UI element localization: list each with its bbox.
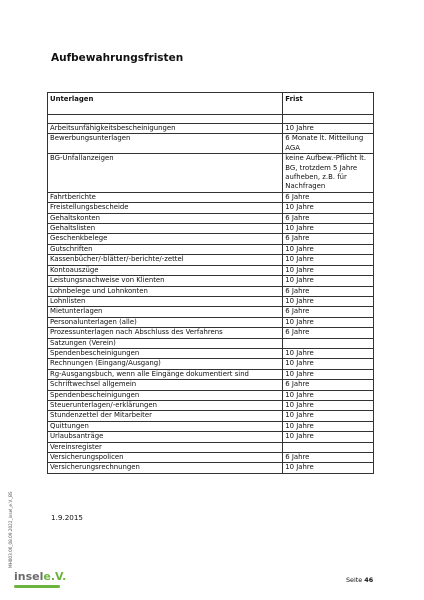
document-type-cell: Stundenzettel der Mitarbeiter — [48, 411, 283, 421]
table-row — [48, 203, 374, 213]
retention-period-cell: 10 Jahre — [283, 369, 374, 379]
table-header-row — [48, 93, 374, 115]
document-type-cell: Gutschriften — [48, 244, 283, 254]
table-row — [48, 380, 374, 390]
document-type-cell: Rechnungen (Eingang/Ausgang) — [48, 359, 283, 369]
retention-period-cell: 6 Jahre — [283, 286, 374, 296]
document-type-cell: Kontoauszüge — [48, 265, 283, 275]
table-row — [48, 453, 374, 463]
retention-period-cell: 10 Jahre — [283, 463, 374, 473]
document-type-cell: Gehaltslisten — [48, 224, 283, 234]
retention-period-cell: 6 Monate lt. Mitteilung AGA — [283, 134, 374, 154]
retention-period-cell: 6 Jahre — [283, 307, 374, 317]
table-row — [48, 234, 374, 244]
document-type-cell: Arbeitsunfähigkeitsbescheinigungen — [48, 124, 283, 134]
table-row — [48, 411, 374, 421]
retention-period-cell: 10 Jahre — [283, 255, 374, 265]
page-label: Seite — [346, 576, 363, 584]
document-type-cell: Gehaltskonten — [48, 213, 283, 223]
retention-period-cell: 6 Jahre — [283, 328, 374, 338]
retention-period-cell: 6 Jahre — [283, 192, 374, 202]
table-body — [48, 115, 374, 474]
retention-period-cell: 6 Jahre — [283, 234, 374, 244]
document-type-cell: Lohnbelege und Lohnkonten — [48, 286, 283, 296]
table-row — [48, 244, 374, 254]
document-type-cell: Mietunterlagen — [48, 307, 283, 317]
table-spacer-row — [48, 115, 374, 124]
logo-bar — [14, 585, 60, 588]
table-row — [48, 463, 374, 473]
document-type-cell: Lohnlisten — [48, 296, 283, 306]
table-row — [48, 369, 374, 379]
retention-period-cell: 6 Jahre — [283, 380, 374, 390]
table-row — [48, 134, 374, 154]
logo-text — [14, 570, 66, 583]
retention-period-cell: 6 Jahre — [283, 213, 374, 223]
retention-period-cell: 6 Jahre — [283, 453, 374, 463]
document-type-cell: Satzungen (Verein) — [48, 338, 283, 348]
retention-period-cell — [283, 338, 374, 348]
retention-period-cell: 10 Jahre — [283, 203, 374, 213]
insel-logo — [14, 570, 67, 592]
table-row — [48, 390, 374, 400]
table-row — [48, 432, 374, 442]
table-row — [48, 192, 374, 202]
table-row — [48, 286, 374, 296]
retention-period-cell: 10 Jahre — [283, 265, 374, 275]
document-type-cell: Leistungsnachweise von Klienten — [48, 276, 283, 286]
document-type-cell: Rg-Ausgangsbuch, wenn alle Eingänge dokumentiert sind — [48, 369, 283, 379]
document-type-cell: Prozessunterlagen nach Abschluss des Verfahrens — [48, 328, 283, 338]
page-number — [346, 576, 373, 584]
table-row — [48, 359, 374, 369]
retention-period-cell: 10 Jahre — [283, 411, 374, 421]
table-row — [48, 421, 374, 431]
table-row — [48, 296, 374, 306]
retention-period-cell: 10 Jahre — [283, 432, 374, 442]
table-row — [48, 328, 374, 338]
logo-main: insel — [14, 570, 44, 583]
table-row — [48, 400, 374, 410]
retention-period-cell: 10 Jahre — [283, 359, 374, 369]
retention-period-cell: 10 Jahre — [283, 400, 374, 410]
table-row — [48, 348, 374, 358]
retention-period-cell: 10 Jahre — [283, 224, 374, 234]
document-date: 1.9.2015 — [51, 513, 84, 522]
retention-period-cell — [283, 442, 374, 452]
table-row — [48, 442, 374, 452]
retention-period-cell: 10 Jahre — [283, 244, 374, 254]
table-row — [48, 276, 374, 286]
retention-period-cell: 10 Jahre — [283, 348, 374, 358]
table-row — [48, 124, 374, 134]
retention-period-cell: 10 Jahre — [283, 317, 374, 327]
document-type-cell: Vereinsregister — [48, 442, 283, 452]
retention-period-cell: 10 Jahre — [283, 124, 374, 134]
table-spacer-cell — [283, 115, 374, 124]
document-type-cell: Spendenbescheinigungen — [48, 390, 283, 400]
table-spacer-cell — [48, 115, 283, 124]
retention-period-cell: 10 Jahre — [283, 296, 374, 306]
document-type-cell: Fahrtberichte — [48, 192, 283, 202]
retention-period-cell: 10 Jahre — [283, 421, 374, 431]
retention-period-cell: 10 Jahre — [283, 276, 374, 286]
document-type-cell: BG-Unfallanzeigen — [48, 154, 283, 193]
table-row — [48, 317, 374, 327]
document-type-cell: Bewerbungsunterlagen — [48, 134, 283, 154]
table-row — [48, 265, 374, 275]
document-type-cell: Spendenbescheinigungen — [48, 348, 283, 358]
document-code: MH003.06_08.09.2022_insel_e.V._BS — [8, 491, 13, 568]
document-type-cell: Versicherungspolicen — [48, 453, 283, 463]
document-type-cell: Personalunterlagen (alle) — [48, 317, 283, 327]
document-type-cell: Schriftwechsel allgemein — [48, 380, 283, 390]
retention-period-cell: 10 Jahre — [283, 390, 374, 400]
table-row — [48, 213, 374, 223]
document-type-cell: Freistellungsbescheide — [48, 203, 283, 213]
table-row — [48, 224, 374, 234]
document-type-cell: Urlaubsanträge — [48, 432, 283, 442]
page-title: Aufbewahrungsfristen — [51, 52, 184, 64]
document-type-cell: Versicherungsrechnungen — [48, 463, 283, 473]
header-period: Frist — [283, 93, 374, 115]
table-row — [48, 255, 374, 265]
document-type-cell: Steuerunterlagen/-erklärungen — [48, 400, 283, 410]
table-row — [48, 338, 374, 348]
document-type-cell: Kassenbücher/-blätter/-berichte/-zettel — [48, 255, 283, 265]
document-type-cell: Geschenkbelege — [48, 234, 283, 244]
table-row — [48, 154, 374, 193]
table-row — [48, 307, 374, 317]
page-number-value: 46 — [364, 576, 374, 584]
header-documents: Unterlagen — [48, 93, 283, 115]
retention-period-cell: keine Aufbew.-Pflicht lt. BG, trotzdem 5 Jahre aufheben, z.B. für Nachfragen — [283, 154, 374, 193]
logo-accent: e.V. — [43, 570, 67, 583]
retention-table — [47, 92, 374, 474]
document-type-cell: Quittungen — [48, 421, 283, 431]
